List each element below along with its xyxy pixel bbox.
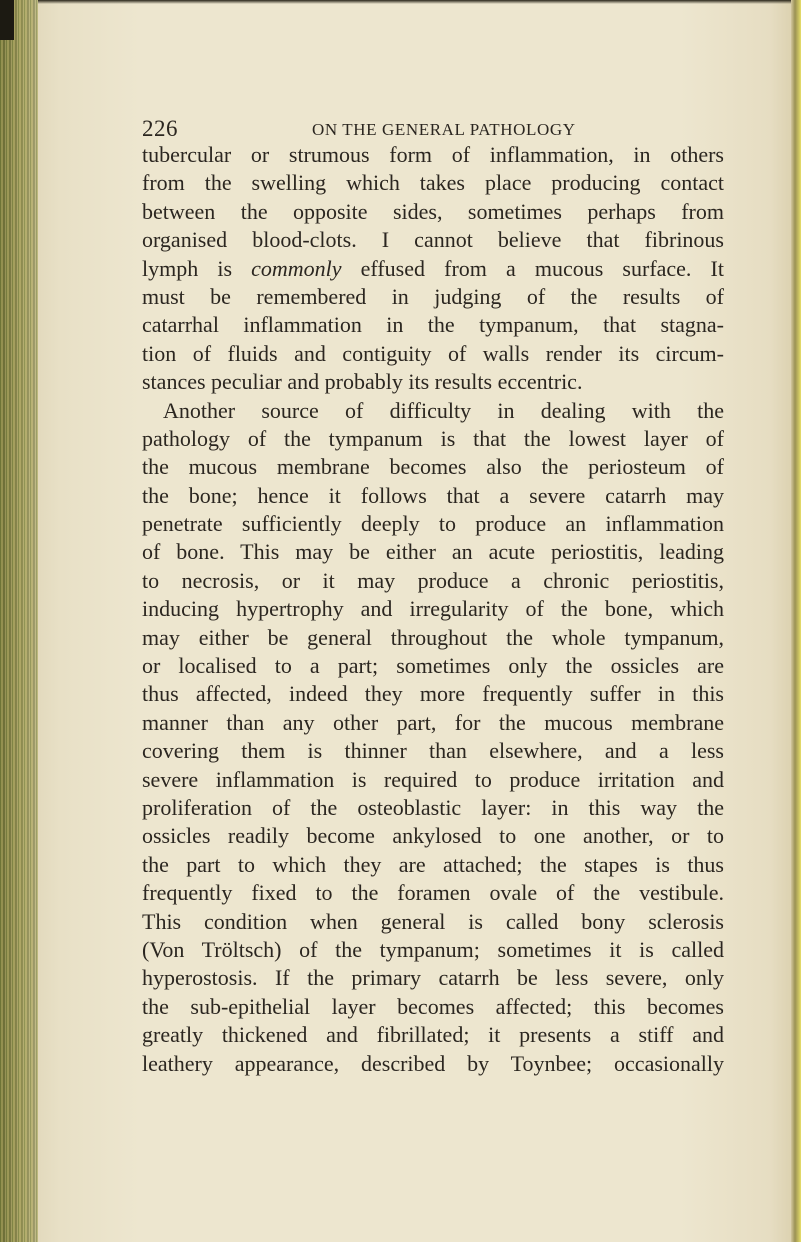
text-line — [142, 255, 724, 283]
text-line: between the opposite sides, sometimes perhaps from — [142, 198, 724, 224]
text-line: greatly thickened and fibrillated; it presents a stiff and — [142, 1022, 724, 1048]
text-line: severe inflammation is required to produce irritation and — [142, 766, 724, 792]
text-line: hyperostosis. If the primary catarrh be less severe, only — [142, 965, 724, 991]
text-line: the mucous membrane becomes also the periosteum of — [142, 454, 724, 480]
text-line: stances peculiar and probably its results eccentric. — [142, 369, 583, 395]
text-line: may either be general throughout the whole tympanum, — [142, 624, 724, 650]
text-line: This condition when general is called bony sclerosis — [142, 908, 724, 934]
text-line: frequently fixed to the foramen ovale of the vestibule. — [142, 880, 724, 906]
page-edge-right — [791, 0, 801, 1242]
text-line: Another source of difficulty in dealing with the — [163, 397, 724, 423]
text-line: penetrate sufficiently deeply to produce an inflammation — [142, 511, 724, 537]
running-head: ON THE GENERAL PATHOLOGY — [312, 120, 576, 139]
text-line: catarrhal inflammation in the tympanum, that stagna- — [142, 312, 724, 338]
text-line: pathology of the tympanum is that the lowest layer of — [142, 425, 724, 451]
text-fragment: lymph is — [142, 255, 252, 281]
text-line: thus affected, indeed they more frequently suffer in this — [142, 681, 724, 707]
text-line: covering them is thinner than elsewhere, and a less — [142, 738, 724, 764]
text-line: the part to which they are attached; the stapes is thus — [142, 851, 724, 877]
text-line: of bone. This may be either an acute periostitis, leading — [142, 539, 724, 565]
text-line: must be remembered in judging of the results of — [142, 283, 724, 309]
text-line: tubercular or strumous form of inflammation, in others — [142, 142, 724, 167]
body-text — [142, 141, 724, 1078]
text-fragment: effused from a mucous surface. It — [341, 255, 724, 281]
text-line: (Von Tröltsch) of the tympanum; sometimes it is called — [142, 936, 724, 962]
text-line: ossicles readily become ankylosed to one another, or to — [142, 823, 724, 849]
text-line: leathery appearance, described by Toynbee; occasionally — [142, 1050, 724, 1076]
text-line: organised blood-clots. I cannot believe that fibrinous — [142, 227, 724, 253]
text-line: manner than any other part, for the mucous membrane — [142, 709, 724, 735]
text-line: or localised to a part; sometimes only the ossicles are — [142, 653, 724, 679]
text-line: from the swelling which takes place producing contact — [142, 170, 724, 196]
text-line: the bone; hence it follows that a severe catarrh may — [142, 482, 724, 508]
text-line: to necrosis, or it may produce a chronic periostitis, — [142, 567, 724, 593]
text-line: the sub-epithelial layer becomes affected; this becomes — [142, 993, 724, 1019]
page-number: 226 — [142, 116, 178, 141]
text-line: inducing hypertrophy and irregularity of the bone, which — [142, 596, 724, 622]
text-line: proliferation of the osteoblastic layer: in this way the — [142, 794, 724, 820]
book-binding-left — [0, 0, 38, 1242]
italic-word: commonly — [251, 255, 342, 281]
page-top-shadow — [0, 0, 801, 4]
text-line: tion of fluids and contiguity of walls render its circum- — [142, 340, 724, 366]
